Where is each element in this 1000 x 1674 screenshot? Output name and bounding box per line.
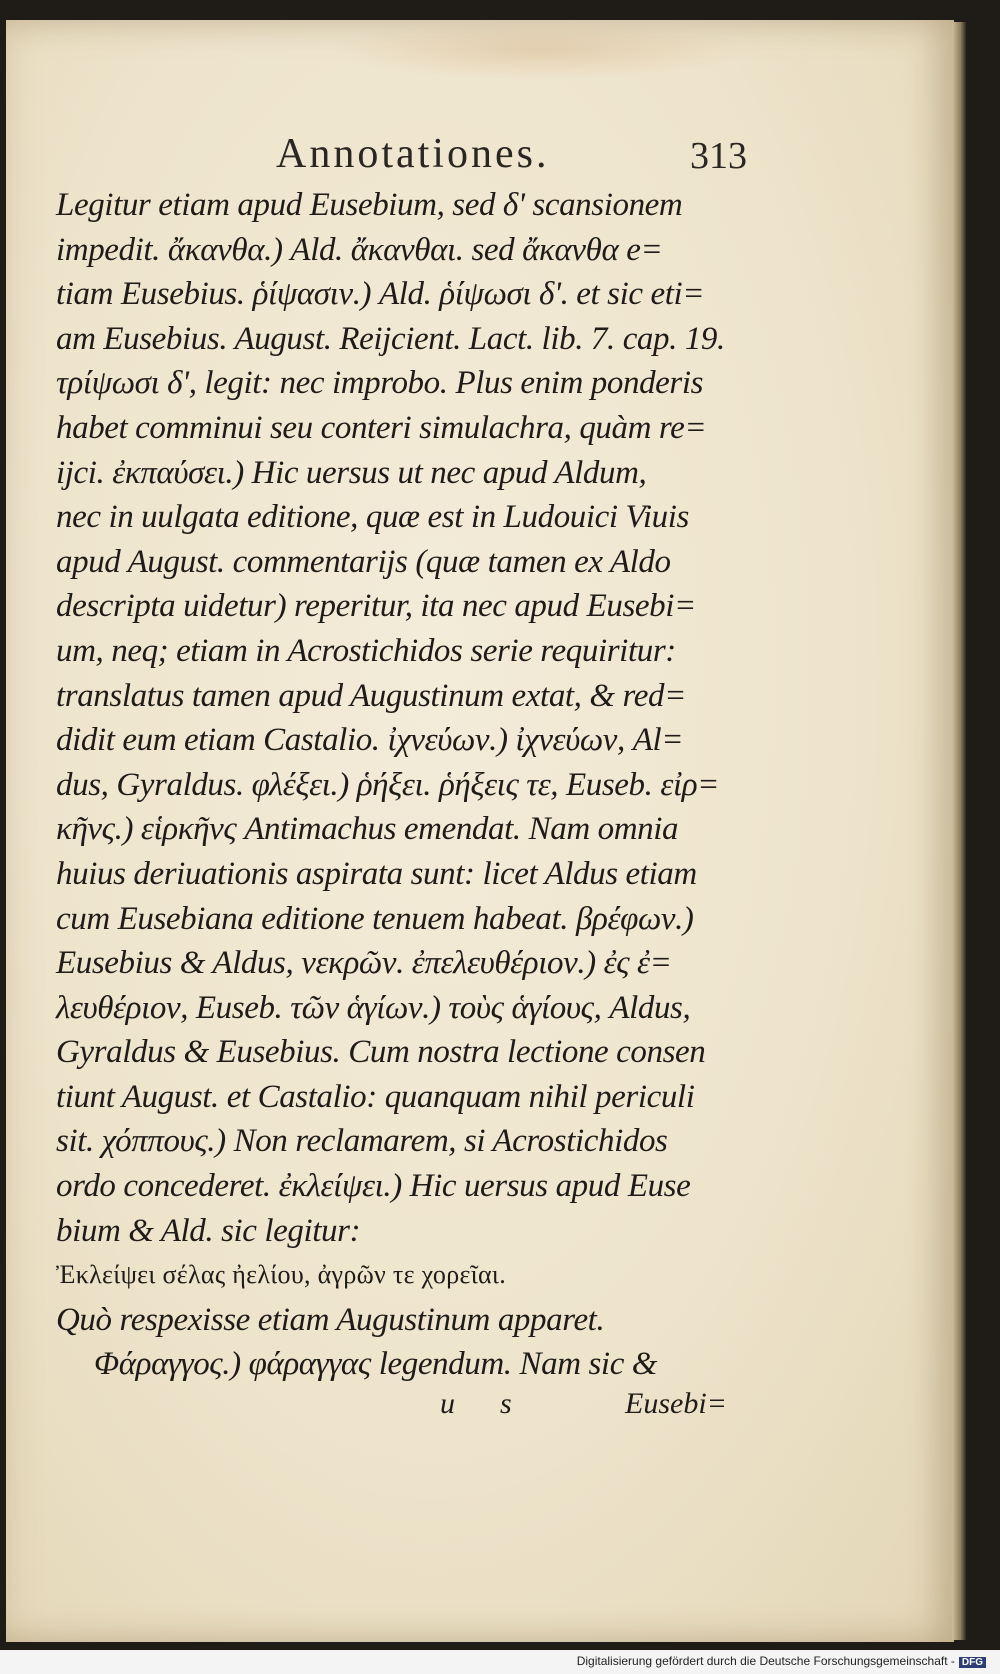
text-line: tiam Eusebius. ῥίψασιν.) Ald. ῥίψωσι δ'. et sic eti= [56,276,705,313]
text-line: ordo concederet. ἐκλείψει.) Hic uersus apud Euse [56,1168,691,1205]
page-number: 313 [690,135,747,177]
funding-credit [577,1654,986,1668]
funding-credit-text: Digitalisierung gefördert durch die Deutsche Forschungsgemeinschaft - [576,1654,955,1668]
signature-mark: s [500,1387,512,1420]
text-line: sit. χόππους.) Non reclamarem, si Acrostichidos [56,1123,668,1160]
text-line: λευθέριον, Euseb. τῶν ἁγίων.) τοὺς ἁγίους, Aldus, [56,989,691,1026]
text-line: κῆνς.) εἱρκῆνς Antimachus emendat. Nam omnia [56,811,679,848]
text-line: habet comminui seu conteri simulachra, quàm re= [56,409,707,446]
text-line: um, neq; etiam in Acrostichidos serie requiritur: [56,632,676,669]
text-line: huius deriuationis aspirata sunt: licet Aldus etiam [56,855,697,892]
page-header [0,130,1000,190]
text-line: translatus tamen apud Augustinum extat, & red= [56,677,686,714]
text-line: Quò respexisse etiam Augustinum apparet. [56,1301,605,1338]
text-line: bium & Ald. sic legitur: [56,1212,361,1249]
text-line: Legitur etiam apud Eusebium, sed δ' scansionem [56,187,683,223]
text-line: Gyraldus & Eusebius. Cum nostra lectione consen [56,1034,706,1071]
greek-verse-line: Ἐκλείψει σέλας ἠελίου, ἀγρῶν τε χορεῖαι. [56,1260,507,1290]
text-line: didit eum etiam Castalio. ἰχνεύων.) ἰχνεύων, Al= [56,722,684,759]
text-line: am Eusebius. August. Reijcient. Lact. lib. 7. cap. 19. [56,320,725,357]
page-stain [330,20,750,80]
dfg-logo: DFG [959,1657,986,1668]
catchword: Eusebi= [625,1387,727,1420]
signature-mark: u [440,1387,455,1420]
text-line: ijci. ἐκπαύσει.) Hic uersus ut nec apud Aldum, [56,454,647,491]
text-line: impedit. ἄκανθα.) Ald. ἄκανθαι. sed ἄκανθα e= [56,231,663,268]
text-line: nec in uulgata editione, quæ est in Ludouici Viuis [56,499,689,536]
running-head: Annotationes. [276,131,550,177]
body-text [56,183,742,1387]
text-line: τρίψωσι δ', legit: nec improbo. Plus enim ponderis [56,365,704,402]
text-line: dus, Gyraldus. φλέξει.) ῥήξει. ῥήξεις τε, Euseb. εἰρ= [56,766,720,803]
catchline [0,1387,1000,1427]
text-line: cum Eusebiana editione tenuem habeat. βρέφων.) [56,900,694,937]
text-line: tiunt August. et Castalio: quanquam nihil periculi [56,1078,695,1115]
footer-strip [0,1650,1000,1674]
text-line: Eusebius & Aldus, νεκρῶν. ἐπελευθέριον.) ἐς ἐ= [56,945,672,982]
text-line: descripta uidetur) reperitur, ita nec apud Eusebi= [56,588,696,625]
text-line: apud August. commentarijs (quæ tamen ex Aldo [56,543,671,580]
text-line: Φάραγγος.) φάραγγας legendum. Nam sic & [94,1346,658,1383]
